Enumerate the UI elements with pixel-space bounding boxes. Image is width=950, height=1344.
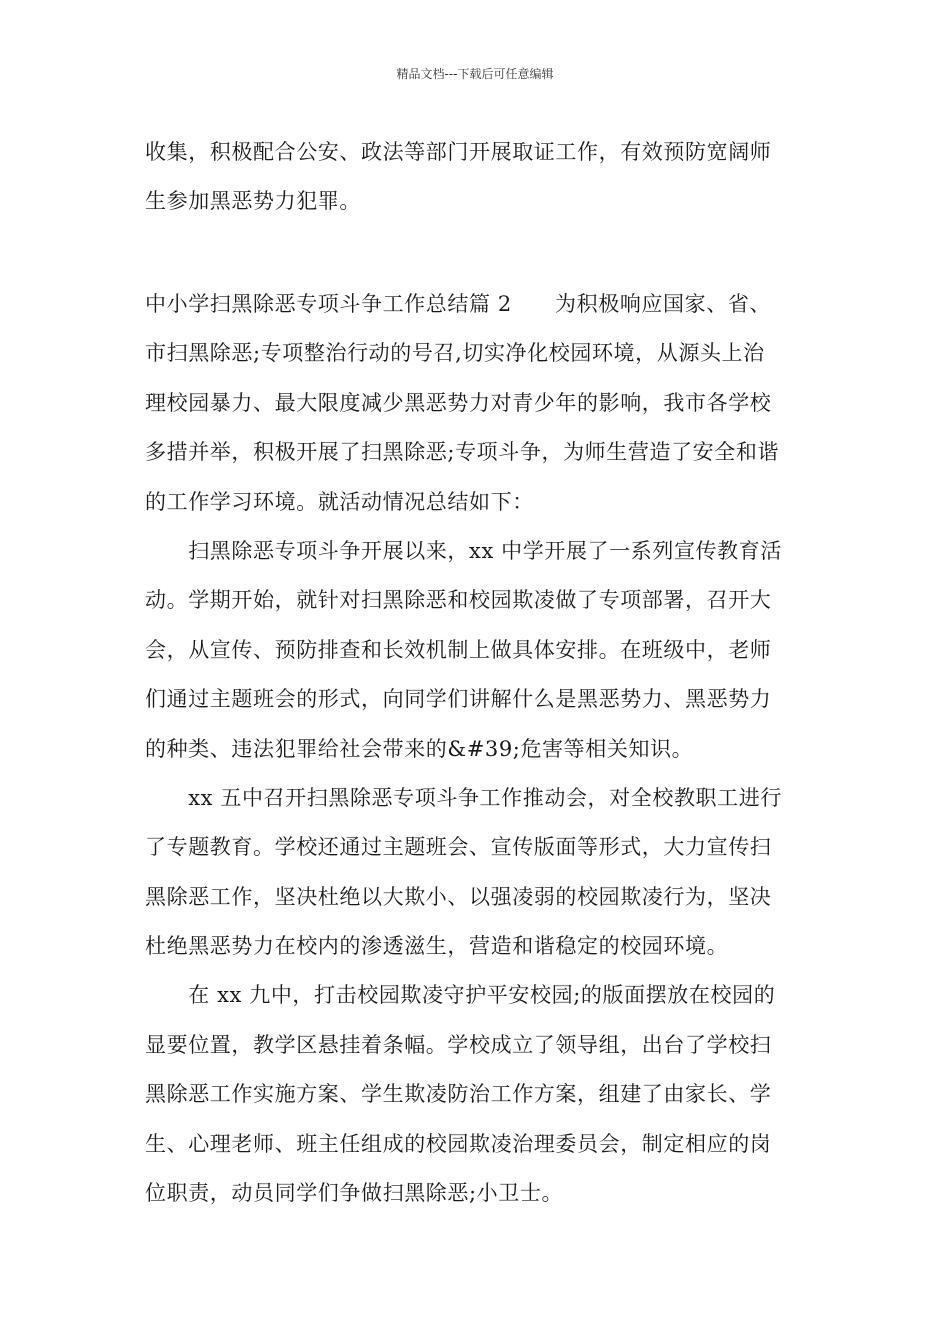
text-line: 显要位置，教学区悬挂着条幅。学校成立了领导组，出台了学校扫: [145, 1032, 772, 1057]
text-line: 们通过主题班会的形式，向同学们讲解什么是黑恶势力、黑恶势力: [145, 687, 772, 712]
text-line: 市扫黑除恶;专项整治行动的号召,切实净化校园环境，从源头上治: [145, 341, 765, 366]
text-line: 生、心理老师、班主任组成的校园欺凌治理委员会，制定相应的岗: [145, 1131, 772, 1156]
text-line: 在 xx 九中，打击校园欺凌守护平安校园;的版面摆放在校园的: [145, 983, 776, 1008]
text-line: xx 五中召开扫黑除恶专项斗争工作推动会，对全校教职工进行: [145, 785, 782, 810]
text-line: 多措并举，积极开展了扫黑除恶;专项斗争，为师生营造了安全和谐: [145, 440, 780, 465]
text-line: 黑除恶工作，坚决杜绝以大欺小、以强凌弱的校园欺凌行为，坚决: [145, 884, 772, 909]
text-line: 收集，积极配合公安、政法等部门开展取证工作，有效预防宽阔师: [145, 140, 772, 164]
page-header: 精品文档---下载后可任意编辑: [396, 67, 554, 81]
text-line: 位职责，动员同学们争做扫黑除恶;小卫士。: [145, 1181, 564, 1206]
text-line: 理校园暴力、最大限度减少黑恶势力对青少年的影响，我市各学校: [145, 390, 772, 415]
section-heading-line: 中小学扫黑除恶专项斗争工作总结篇 2 为积极响应国家、省、: [145, 292, 772, 316]
text-line: 黑除恶工作实施方案、学生欺凌防治工作方案，组建了由家长、学: [145, 1082, 772, 1107]
text-line: 动。学期开始，就针对扫黑除恶和校园欺凌做了专项部署，召开大: [145, 588, 772, 613]
text-line: 的种类、违法犯罪给社会带来的&#39;危害等相关知识。: [145, 736, 694, 761]
paragraph-continuation: [145, 128, 815, 227]
text-line: 会，从宣传、预防排查和长效机制上做具体安排。在班级中，老师: [145, 637, 772, 662]
text-line: 扫黑除恶专项斗争开展以来，xx 中学开展了一系列宣传教育活: [145, 538, 782, 563]
text-line: 了专题教育。学校还通过主题班会、宣传版面等形式，大力宣传扫: [145, 835, 772, 860]
text-line: 的工作学习环境。就活动情况总结如下：: [145, 489, 534, 514]
article-section: [145, 280, 815, 1218]
text-line: 生参加黑恶势力犯罪。: [145, 189, 361, 214]
text-line: 杜绝黑恶势力在校内的渗透滋生，营造和谐稳定的校园环境。: [145, 934, 729, 959]
